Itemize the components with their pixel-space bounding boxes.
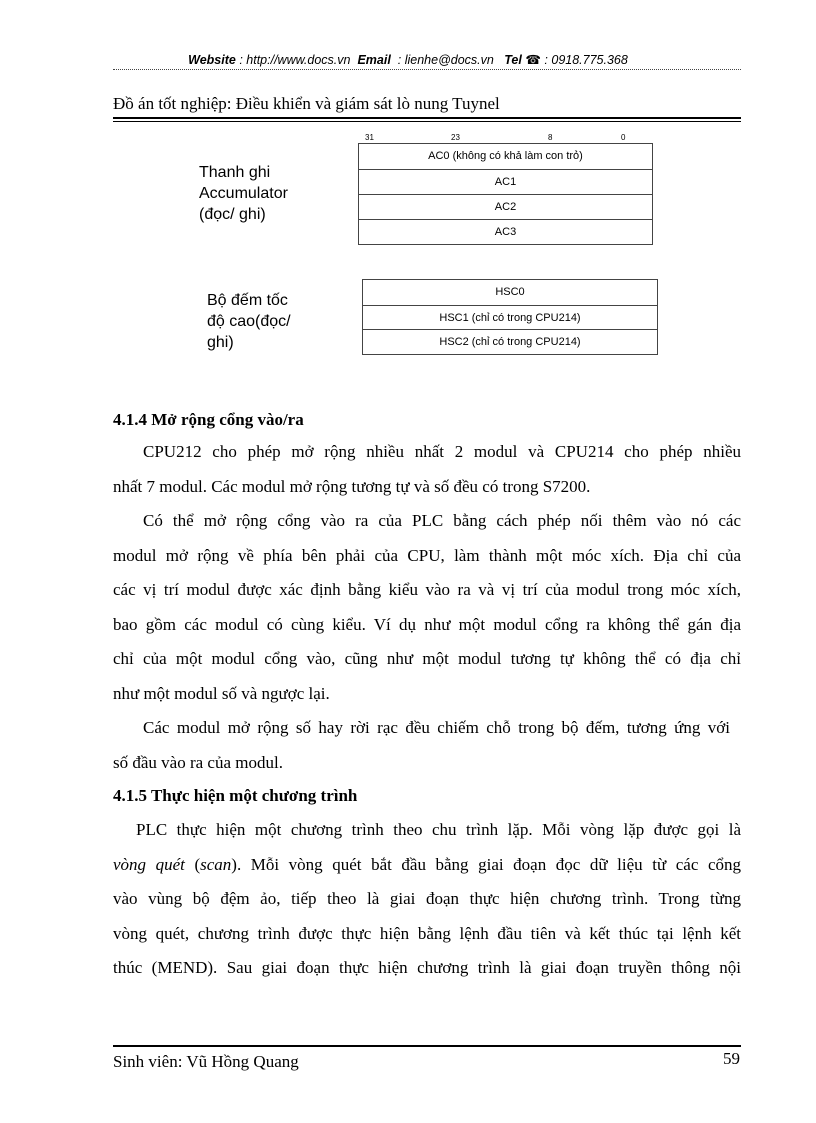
page-number: 59 bbox=[723, 1049, 740, 1068]
document-title: Đồ án tốt nghiệp: Điều khiển và giám sát lò nung Tuynel bbox=[113, 94, 500, 113]
hsc-label bbox=[207, 290, 291, 353]
student-name: Sinh viên: Vũ Hồng Quang bbox=[113, 1052, 299, 1071]
text-line: Có thể mở rộng cổng vào ra của PLC bằng cách phép nối thêm vào nó các bbox=[143, 511, 741, 530]
header-divider bbox=[113, 69, 741, 70]
tel-label: Tel bbox=[504, 53, 522, 67]
hsc-table bbox=[362, 279, 658, 355]
paragraph bbox=[113, 435, 741, 504]
italic-scan: scan bbox=[200, 854, 232, 874]
website-label: Website bbox=[188, 53, 236, 67]
label-line: ghi) bbox=[207, 334, 234, 351]
text-line: thúc (MEND). Sau giai đoạn thực hiện chương trình là giai đoạn truyền thông nội bbox=[113, 958, 741, 977]
text-line-with-italics: vòng quét (scan). Mỗi vòng quét bắt đầu bằng giai đoạn đọc dữ liệu từ các cổng bbox=[113, 854, 741, 874]
paragraph bbox=[113, 504, 741, 711]
text-fragment: ). Mỗi vòng quét bắt đầu bằng giai đoạn đọc dữ liệu từ các cổng bbox=[231, 854, 741, 874]
italic-term: vòng quét bbox=[113, 854, 185, 874]
phone-icon: ☎ bbox=[525, 53, 541, 67]
text-line: modul mở rộng về phía bên phải của CPU, làm thành một móc xích. Địa chỉ của bbox=[113, 545, 741, 565]
register-row: AC1 bbox=[359, 169, 652, 194]
label-line: độ cao(đọc/ bbox=[207, 313, 291, 330]
text-line: Các modul mở rộng số hay rời rạc đều chiếm chỗ trong bộ đếm, tương ứng với bbox=[143, 718, 730, 737]
register-row: HSC0 bbox=[495, 286, 525, 298]
label-line: Accumulator bbox=[199, 185, 288, 202]
paragraph bbox=[113, 711, 730, 780]
text-line: như một modul số và ngược lại. bbox=[113, 683, 330, 703]
bit-label: 31 bbox=[365, 133, 374, 142]
register-row: AC0 (không có khả làm con trỏ) bbox=[428, 150, 583, 162]
label-line: (đọc/ ghi) bbox=[199, 206, 266, 223]
accumulator-label bbox=[199, 162, 288, 225]
text-line: nhất 7 modul. Các modul mở rộng tương tự và số đều có trong S7200. bbox=[113, 476, 591, 496]
text-line: bao gồm các modul có cùng kiểu. Ví dụ như một modul cổng ra không thể gán địa bbox=[113, 614, 741, 634]
bit-label: 0 bbox=[621, 133, 626, 142]
section-heading-415: 4.1.5 Thực hiện một chương trình bbox=[113, 786, 358, 805]
footer-divider bbox=[113, 1045, 741, 1047]
email-label: Email bbox=[357, 53, 391, 67]
bit-label: 8 bbox=[548, 133, 553, 142]
paragraph bbox=[113, 813, 741, 986]
website-url[interactable]: : http://www.docs.vn bbox=[239, 53, 351, 67]
register-row: HSC2 (chỉ có trong CPU214) bbox=[363, 329, 657, 354]
accumulator-table bbox=[358, 143, 653, 245]
register-row: AC2 bbox=[359, 194, 652, 219]
tel-number: : 0918.775.368 bbox=[544, 53, 628, 67]
text-line: PLC thực hiện một chương trình theo chu trình lặp. Mỗi vòng lặp được gọi là bbox=[136, 820, 741, 839]
text-line: chỉ của một modul cổng vào, cũng như một modul tương tự không thể có địa chỉ bbox=[113, 649, 741, 668]
website-header bbox=[0, 52, 816, 67]
label-line: Bộ đếm tốc bbox=[207, 292, 288, 309]
register-row: AC3 bbox=[359, 219, 652, 244]
title-divider bbox=[113, 117, 741, 122]
section-heading-414: 4.1.4 Mở rộng cổng vào/ra bbox=[113, 410, 304, 429]
text-line: số đầu vào ra của modul. bbox=[113, 752, 283, 772]
text-line: CPU212 cho phép mở rộng nhiều nhất 2 modul và CPU214 cho phép nhiều bbox=[143, 442, 741, 461]
text-line: vòng quét, chương trình được thực hiện bằng lệnh đầu tiên và kết thúc tại lệnh kết bbox=[113, 923, 741, 943]
text-line: các vị trí modul được xác định bằng kiểu vào ra và vị trí của modul trong móc xích, bbox=[113, 580, 741, 599]
register-row: HSC1 (chỉ có trong CPU214) bbox=[363, 305, 657, 330]
bit-label: 23 bbox=[451, 133, 460, 142]
email-address[interactable]: : lienhe@docs.vn bbox=[397, 53, 494, 67]
label-line: Thanh ghi bbox=[199, 164, 271, 181]
text-line: vào vùng bộ đệm ảo, tiếp theo là giai đoạn thực hiện chương trình. Trong từng bbox=[113, 889, 741, 908]
